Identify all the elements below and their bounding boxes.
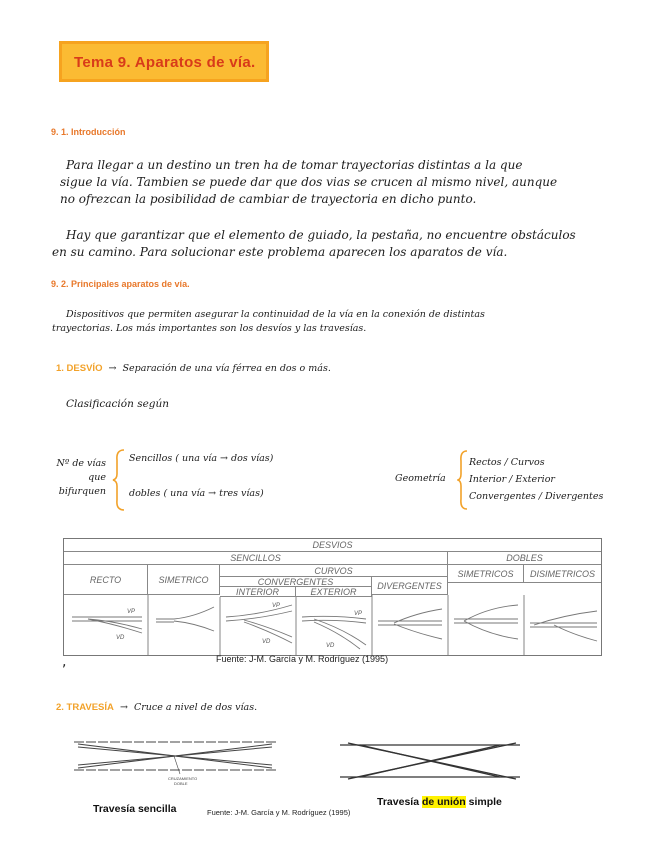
brace-vias-icon [112,448,126,512]
vias-label [40,457,106,499]
section-heading-intro: 9. 1. Introducción [51,127,126,137]
table-header-dobles: DOBLES [448,552,601,565]
text-line: Hay que garantizar que el elemento de guiado, la pestaña, no encuentre obstáculos [66,228,576,242]
table-header-simetrico: SIMETRICO [148,565,220,595]
table-header-interior: INTERIOR [220,587,296,597]
desvio-definition: Separación de una vía férrea en dos o más. [122,363,331,374]
stray-comma: , [62,654,67,670]
text-line: Para llegar a un destino un tren ha de tomar trayectorias distintas a la que [66,158,523,172]
text-line: en su camino. Para solucionar este problema aparecen los aparatos de vía. [52,245,508,259]
geometria-options [469,454,603,505]
vias-option-dobles: dobles ( una vía → tres vías) [129,488,264,499]
geometria-option: Interior / Exterior [469,474,555,485]
caption-part: simple [465,796,502,808]
arrow-icon: → [108,363,117,374]
cruzamiento-label: DOBLE [174,781,188,786]
travesia-line [56,701,257,715]
caption-part: Travesía [377,796,422,808]
source-caption-travesia: Fuente: J-M. García y M. Rodríguez (1995) [207,808,351,817]
clasificacion-text: Clasificación según [66,398,170,410]
source-caption-desvios: Fuente: J-M. García y M. Rodríguez (1995) [216,654,389,664]
geometria-label: Geometría [395,473,446,484]
desvio-diagrams [64,595,601,655]
intro-paragraph-1 [60,157,557,208]
travesia-label: 2. TRAVESÍA [56,702,114,713]
geometria-option: Rectos / Curvos [469,457,545,468]
travesia-union-caption [377,796,502,808]
table-header-recto: RECTO [64,565,148,595]
text-line: sigue la vía. Tambien se puede dar que dos vias se crucen al mismo nivel, aunque [60,175,558,189]
table-header-curvos: CURVOS [220,565,448,577]
vias-option-sencillos: Sencillos ( una vía → dos vías) [129,453,274,464]
desvios-table [63,538,602,656]
table-header-disimetricos: DISIMETRICOS [524,565,601,583]
table-header-simetricos: SIMETRICOS [448,565,524,583]
intro-paragraph-2 [52,227,576,261]
vp-label: VP [127,609,136,615]
table-header-convergentes: CONVERGENTES [220,577,372,587]
text-line: trayectorias. Los más importantes son los desvíos y las travesías. [52,323,367,334]
vp-label: VP [354,611,363,617]
vd-label: VD [262,639,271,645]
text-line: no ofrezcan la posibilidad de cambiar de trayectoria en dicho punto. [60,192,477,206]
cruzamiento-label: CRUZAMIENTO [168,776,198,781]
travesia-definition: Cruce a nivel de dos vías. [133,702,258,713]
travesia-sencilla-diagram [70,730,280,790]
vd-label: VD [116,635,125,641]
text-line: que bifurquen [58,472,106,497]
vp-label: VP [272,603,281,609]
page-title: Tema 9. Aparatos de vía. [74,54,256,71]
text-line: Nº de vías [56,458,106,469]
desvio-line [56,362,331,376]
principales-paragraph [52,308,485,336]
table-header-sencillos: SENCILLOS [64,552,448,565]
travesia-union-diagram [338,735,522,791]
highlighted-text: de unión [421,796,466,808]
text-line: Dispositivos que permiten asegurar la continuidad de la vía en la conexión de distintas [66,309,485,320]
table-header-divergentes: DIVERGENTES [372,577,448,595]
table-header-exterior: EXTERIOR [296,587,372,597]
arrow-icon: → [119,702,128,713]
desvio-label: 1. DESVÍO [56,363,103,374]
brace-geometria-icon [457,449,469,511]
table-header-desvios: DESVIOS [64,539,601,552]
section-heading-principales: 9. 2. Principales aparatos de vía. [51,279,190,289]
title-box [59,41,269,82]
vd-label: VD [326,643,335,649]
travesia-sencilla-caption: Travesía sencilla [93,803,177,815]
geometria-option: Convergentes / Divergentes [469,491,604,502]
